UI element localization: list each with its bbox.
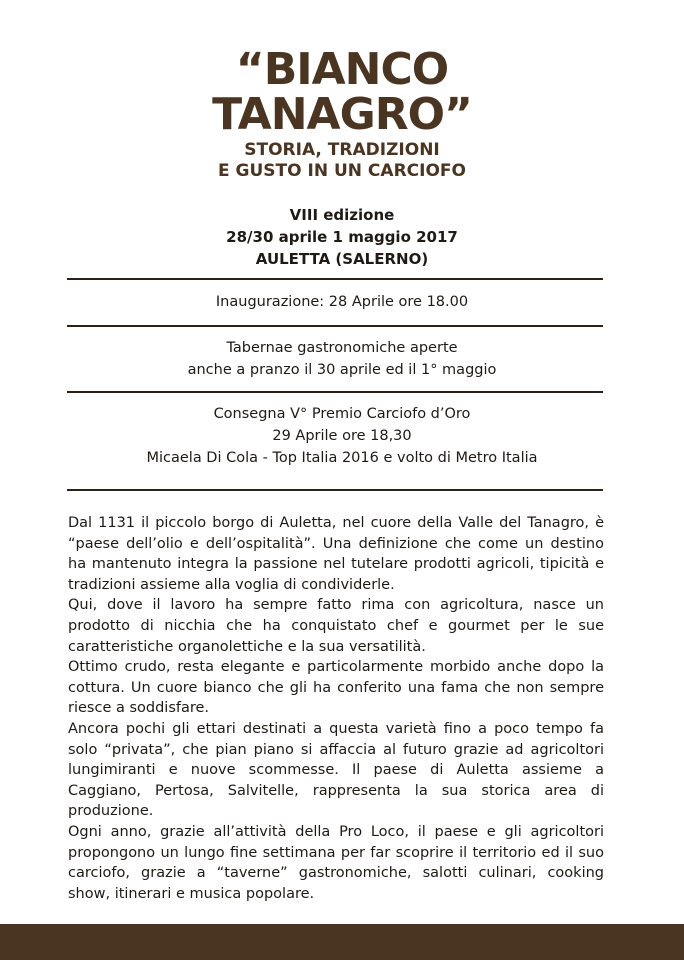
body-text bbox=[68, 513, 604, 904]
divider-1 bbox=[67, 278, 603, 280]
award-line-1: Consegna V° Premio Carciofo d’Oro bbox=[213, 406, 471, 422]
paragraph: Qui, dove il lavoro ha sempre fatto rima con agricoltura, nasce un prodotto di nicchia che ha conquistato chef e gourmet per le sue caratteristiche organolettiche e la sua versatilità. bbox=[68, 597, 604, 655]
event-place: AULETTA (SALERNO) bbox=[255, 250, 429, 268]
paragraph: Ogni anno, grazie all’attività della Pro Loco, il paese e gli agricoltori propongono un lungo fine settimana per far scoprire il territorio ed il suo carciofo, grazie a “taverne” gastronomiche, salotti culinari, cooking show, itinerari e musica popolare. bbox=[68, 823, 604, 902]
tabernae-line-1: Tabernae gastronomiche aperte bbox=[226, 340, 458, 356]
divider-2 bbox=[67, 325, 603, 327]
title-line-1: “BIANCO bbox=[235, 44, 449, 95]
divider-3 bbox=[67, 391, 603, 393]
award-line-3: Micaela Di Cola - Top Italia 2016 e volto di Metro Italia bbox=[146, 450, 538, 466]
paragraph: Ottimo crudo, resta elegante e particolarmente morbido anche dopo la cottura. Un cuore bianco che gli ha conferito una fama che non sempre riesce a soddisfare. bbox=[68, 659, 604, 717]
subtitle-line-1: STORIA, TRADIZIONI bbox=[244, 140, 440, 160]
inauguration: Inaugurazione: 28 Aprile ore 18.00 bbox=[215, 294, 469, 310]
paragraph: Ancora pochi gli ettari destinati a questa varietà fino a poco tempo fa solo “privata”, che pian piano si affaccia al futuro grazie ad agricoltori lungimiranti e nuove scommesse. Il paese di Auletta assieme a Caggiano, Pertosa, Salvitelle, rappresenta la sua storica area di produzione. bbox=[68, 720, 604, 820]
divider-4 bbox=[67, 489, 603, 491]
tabernae-line-2: anche a pranzo il 30 aprile ed il 1° maggio bbox=[187, 362, 497, 378]
award-line-2: 29 Aprile ore 18,30 bbox=[272, 428, 412, 444]
paragraph: Dal 1131 il piccolo borgo di Auletta, nel cuore della Valle del Tanagro, è “paese dell’olio e dell’ospitalità”. Una definizione che come un destino ha mantenuto integra la passione nel tutelare prodotti agricoli, tipicità e tradizioni assieme alla voglia di condividerle. bbox=[68, 515, 604, 593]
title-line-2: TANAGRO” bbox=[212, 89, 472, 140]
event-dates: 28/30 aprile 1 maggio 2017 bbox=[226, 228, 458, 246]
subtitle-line-2: E GUSTO IN UN CARCIOFO bbox=[218, 161, 466, 181]
edition: VIII edizione bbox=[289, 206, 395, 224]
footer-bar bbox=[0, 924, 684, 960]
